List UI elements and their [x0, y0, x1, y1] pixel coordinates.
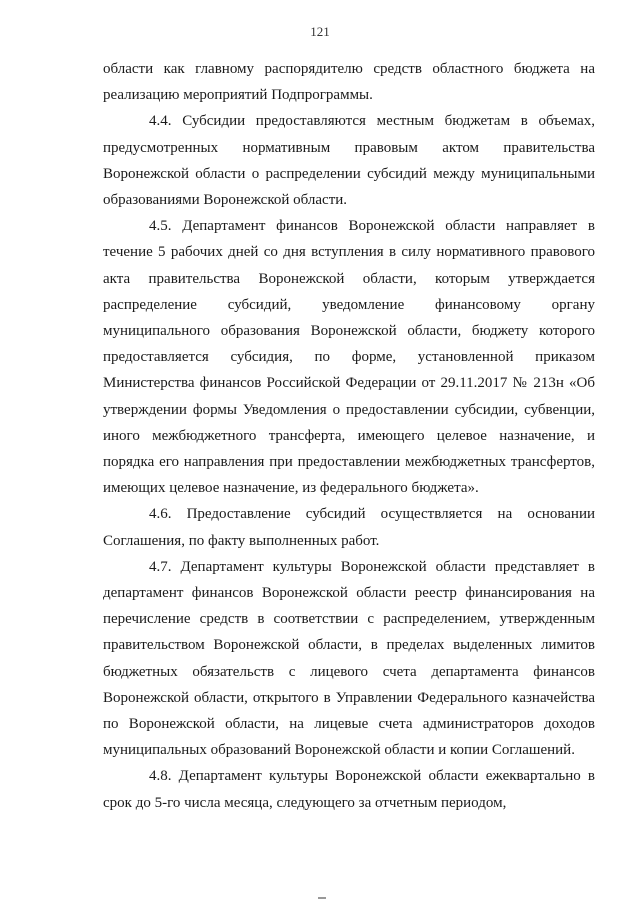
- page-number: 121: [310, 24, 330, 39]
- paragraph-4-4: 4.4. Субсидии предоставляются местным бюджетам в объемах, предусмотренных нормативным правовым актом правительства Воронежской области о распределении субсидий между муниципальными образованиями Воронежской области.: [103, 113, 595, 209]
- paragraph-4-7: 4.7. Департамент культуры Воронежской области представляет в департамент финансов Воронежской области реестр финансирования на перечисление средств в соответствии с распределением, утвержденным правительством Воронежской области, в пределах выделенных лимитов бюджетных обязательств с лицевого счета департамента финансов Воронежской области, открытого в Управлении Федерального казначейства по Воронежской области, на лицевые счета администраторов доходов муниципальных образований Воронежской области и копии Соглашений.: [103, 558, 595, 759]
- scan-mark: [318, 897, 326, 899]
- paragraph-4-8: 4.8. Департамент культуры Воронежской области ежеквартально в срок до 5-го числа месяца, следующего за отчетным периодом,: [103, 768, 595, 811]
- paragraph-4-6: 4.6. Предоставление субсидий осуществляется на основании Соглашения, по факту выполненных работ.: [103, 506, 595, 549]
- paragraph-4-5: 4.5. Департамент финансов Воронежской области направляет в течение 5 рабочих дней со дня вступления в силу нормативного правового акта правительства Воронежской области, которым утверждается распределение субсидий, уведомление финансовому органу муниципального образования Воронежской области, бюджету которого предоставляется субсидия, по форме, установленной приказом Министерства финансов Российской Федерации от 29.11.2017 № 213н «Об утверждении формы Уведомления о предоставлении субсидии, субвенции, иного межбюджетного трансферта, имеющего целевое назначение, и порядка его направления при предоставлении межбюджетных трансфертов, имеющих целевое назначение, из федерального бюджета».: [103, 218, 595, 497]
- paragraph-continuation: области как главному распорядителю средств областного бюджета на реализацию мероприятий Подпрограммы.: [103, 61, 595, 104]
- document-body: [103, 56, 595, 816]
